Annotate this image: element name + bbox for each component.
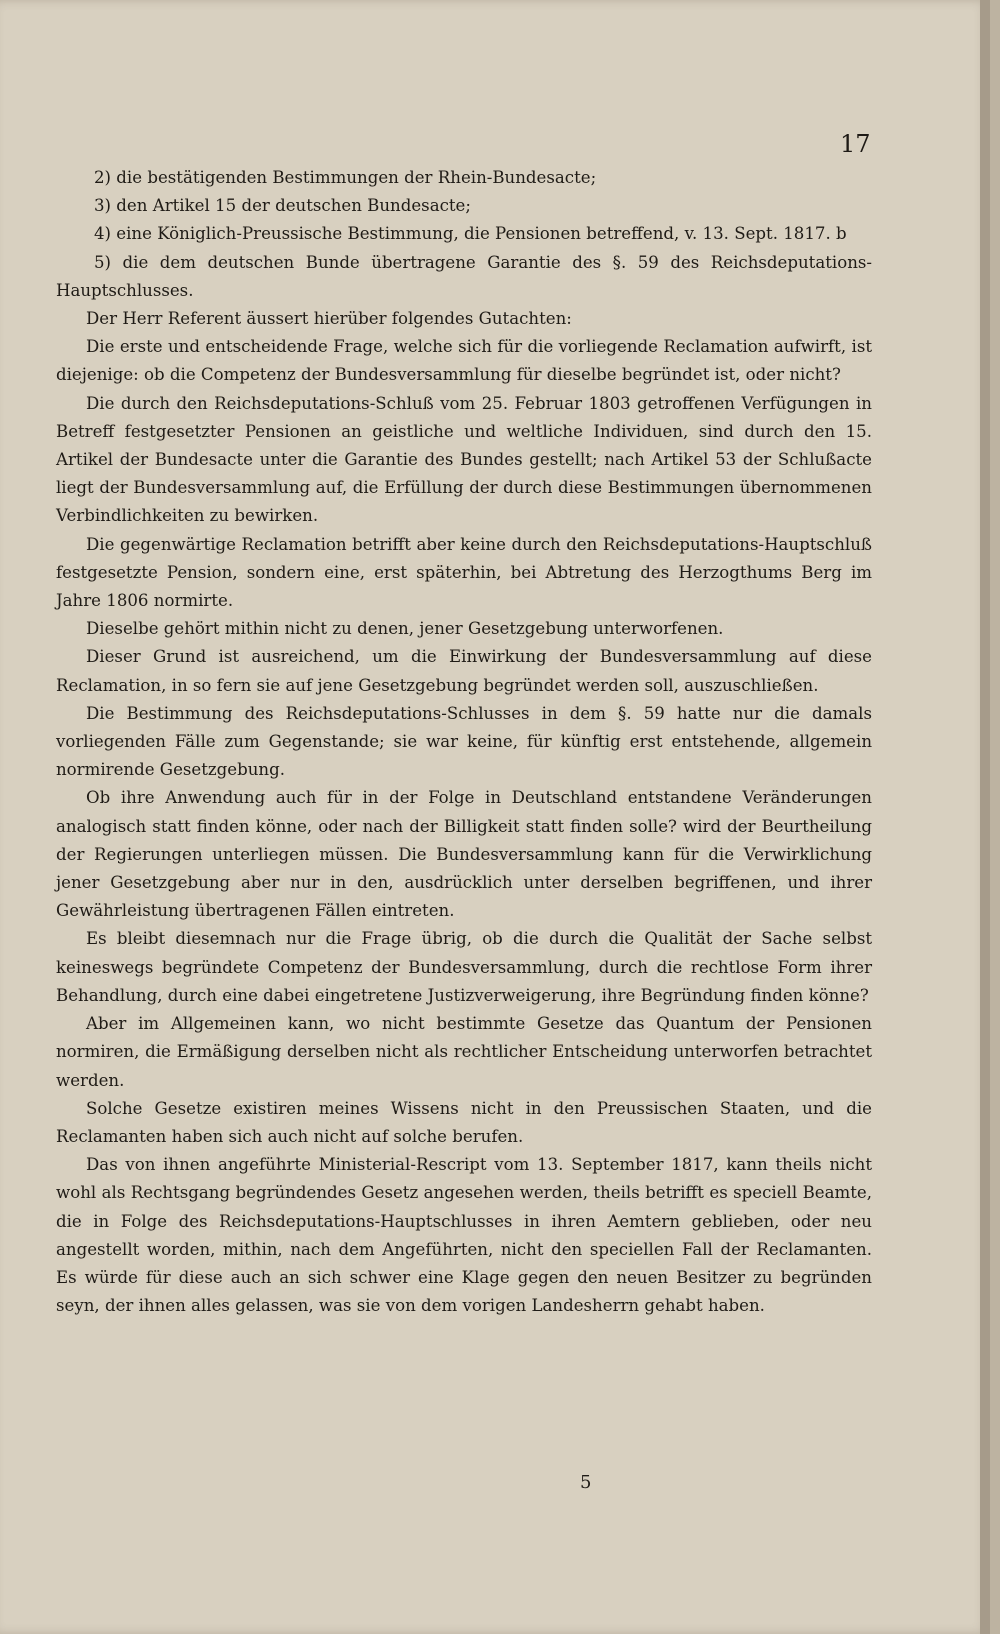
list-item: 5) die dem deutschen Bunde übertragene Garantie des §. 59 des Reichsdeputations-Hauptschlusses. <box>56 252 872 300</box>
page-number: 17 <box>840 130 871 158</box>
paragraph: Aber im Allgemeinen kann, wo nicht bestimmte Gesetze das Quantum der Pensionen normiren, die Ermäßigung derselben nicht als rechtlicher Entscheidung unterworfen betrachtet werden. <box>56 1014 872 1090</box>
paragraph: Dieselbe gehört mithin nicht zu denen, jener Gesetzgebung unterworfenen. <box>86 619 724 639</box>
body-text <box>56 164 872 1320</box>
paragraph: Der Herr Referent äussert hierüber folgendes Gutachten: <box>86 309 572 329</box>
paragraph: Die gegenwärtige Reclamation betrifft aber keine durch den Reichsdeputations-Hauptschluß festgesetzte Pension, sondern eine, erst späterhin, bei Abtretung des Herzogthums Berg im Jahre 1806 normirte. <box>56 534 872 611</box>
paragraph: Ob ihre Anwendung auch für in der Folge in Deutschland entstandene Veränderungen analogisch statt finden könne, oder nach der Billigkeit statt finden solle? wird der Beurtheilung der Regierungen unterliegen müssen. Die Bundesversammlung kann für die Verwirklichung jener Gesetzgebung aber nur in den, ausdrücklich unter derselben begriffenen, und ihrer Gewährleistung übertragenen Fällen eintreten. <box>56 788 872 921</box>
paragraph: Die durch den Reichsdeputations-Schluß vom 25. Februar 1803 getroffenen Verfügungen in Betreff festgesetzter Pensionen an geistliche und weltliche Individuen, sind durch den 15. Artikel der Bundesacte unter die Garantie des Bundes gestellt; nach Artikel 53 der Schlußacte liegt der Bundesversammlung auf, die Erfüllung der durch diese Bestimmungen übernommenen Verbindlichkeiten zu bewirken. <box>56 393 872 526</box>
paragraph: Es bleibt diesemnach nur die Frage übrig, ob die durch die Qualität der Sache selbst keineswegs begründete Competenz der Bundesversammlung, durch die rechtlose Form ihrer Behandlung, durch eine dabei eingetretene Justizverweigerung, ihre Begründung finden könne? <box>56 929 872 1005</box>
paragraph: Solche Gesetze existiren meines Wissens nicht in den Preussischen Staaten, und die Reclamanten haben sich auch nicht auf solche berufen. <box>56 1098 872 1146</box>
signature-mark: 5 <box>580 1472 592 1493</box>
page-edge <box>980 0 990 1634</box>
paragraph: Das von ihnen angeführte Ministerial-Rescript vom 13. September 1817, kann theils nicht wohl als Rechtsgang begründendes Gesetz angesehen werden, theils betrifft es speciell Beamte, die in Folge des Reichsdeputations-Hauptschlusses in ihren Aemtern geblieben, oder neu angestellt worden, mithin, nach dem Angeführten, nicht den speciellen Fall der Reclamanten. Es würde für diese auch an sich schwer eine Klage gegen den neuen Besitzer zu begründen seyn, der ihnen alles gelassen, was sie von dem vorigen Landesherrn gehabt haben. <box>56 1155 872 1316</box>
paragraph: Die Bestimmung des Reichsdeputations-Schlusses in dem §. 59 hatte nur die damals vorliegenden Fälle zum Gegenstande; sie war keine, für künftig erst entstehende, allgemein normirende Gesetzgebung. <box>56 703 872 780</box>
paragraph: Dieser Grund ist ausreichend, um die Einwirkung der Bundesversammlung auf diese Reclamation, in so fern sie auf jene Gesetzgebung begründet werden soll, auszuschließen. <box>56 647 872 695</box>
list-item: 2) die bestätigenden Bestimmungen der Rhein-Bundesacte; <box>94 168 597 187</box>
paragraph: Die erste und entscheidende Frage, welche sich für die vorliegende Reclamation aufwirft, ist diejenige: ob die Competenz der Bundesversammlung für dieselbe begründet ist, oder nicht? <box>56 337 872 385</box>
list-item: 4) eine Königlich-Preussische Bestimmung, die Pensionen betreffend, v. 13. Sept. 1817. b <box>94 224 847 244</box>
list-item: 3) den Artikel 15 der deutschen Bundesacte; <box>94 196 471 216</box>
